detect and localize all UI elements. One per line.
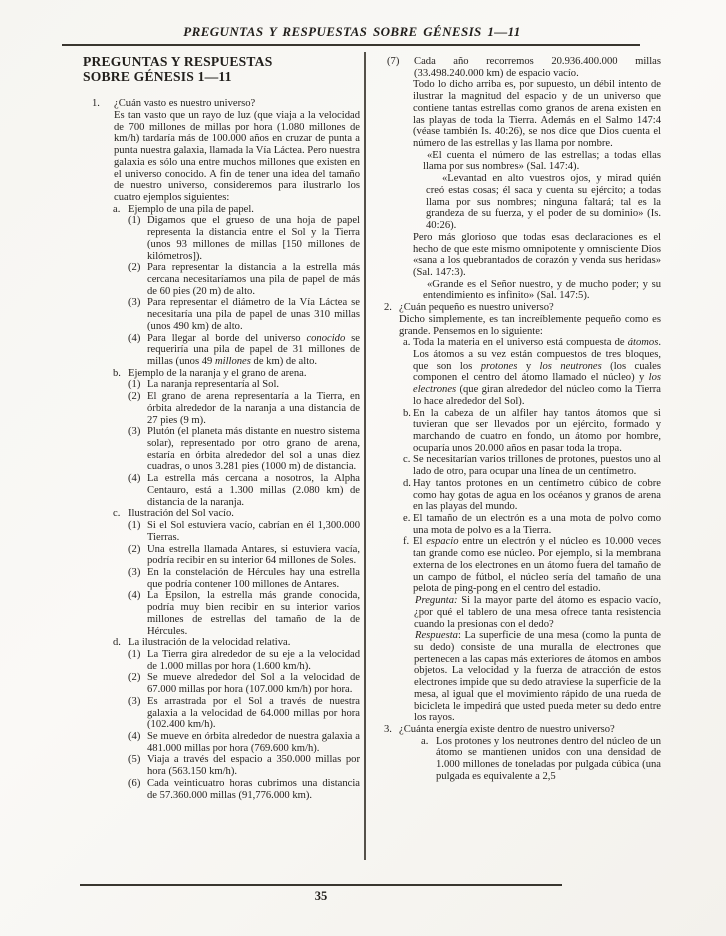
- list-item: (7) Cada año recorremos 20.936.400.000 millas (33.498.240.000 km) de espacio vacío.: [387, 56, 661, 79]
- list-item: d. La ilustración de la velocidad relativa.: [113, 637, 291, 649]
- item-number: 1.: [92, 98, 100, 110]
- item-number: 3.: [384, 723, 392, 735]
- column-right: [377, 56, 661, 876]
- list-item: (3) Plutón (el planeta más distante en nuestro sistema solar), representado por otro grano de arena, estaría en órbita alrededor del sol a unas diez cuadras, o unos 3.281 pies (1000 m) de distancia.: [128, 426, 360, 473]
- list-item: (1) La Tierra gira alrededor de su eje a la velocidad de 1.000 millas por hora (1.600 km/h).: [128, 648, 360, 672]
- paragraph: Es tan vasto que un rayo de luz (que viaja a la velocidad de 700 millones de millas por hora (1.080 millones de km/h) tardaría más de 100.000 años en cruzar de punta a punta nuestra galaxia, llamada la Vía Láctea. Pero nuestra galaxia es sólo una entre muchos millones que existen en el universo conocido. A fin de tener una idea del tamaño de nuestro universo, consideremos para ilustrarlo los cuatro ejemplos siguientes:: [114, 109, 360, 203]
- list-item: (4) La estrella más cercana a nosotros, la Alpha Centauro, está a 1.300 millas (2.080 km) de distancia de la naranja.: [128, 473, 360, 508]
- list-item: d. Hay tantos protones en un centímetro cúbico de cobre como hay gotas de agua en los océanos y granos de arena en las playas del mundo.: [403, 477, 661, 513]
- section-heading: [83, 55, 360, 84]
- column-left: [75, 54, 360, 866]
- list-item: (4) La Epsilon, la estrella más grande conocida, podría muy bien recibir en su interior varios millones de estrellas del tamaño de la de Hércules.: [128, 590, 360, 637]
- list-item: (2) Para representar la distancia a la estrella más cercana necesitaríamos una pila de papel de más de 60 pies (20 m) de alto.: [128, 262, 360, 297]
- paragraph: Pero más glorioso que todas esas declaraciones es el hecho de que este mismo omnipotente y omnisciente Dios «sana a los quebrantados de corazón y venda sus heridas» (Sal. 147:3).: [413, 231, 661, 278]
- list-item: a. Toda la materia en el universo está compuesta de átomos. Los átomos a su vez están compuestos de tres bloques, que son los protones y los neutrones (los cuales componen el centro del átomo llamado el núcleo) y los electrones (que giran alrededor del núcleo como la Tierra lo hace alrededor del Sol).: [403, 337, 661, 407]
- list-item: (2) Una estrella llamada Antares, si estuviera vacía, podría recibir en su interior 64 millones de Soles.: [128, 543, 360, 567]
- list-item: a. Los protones y los neutrones dentro del núcleo de un átomo se mantienen unidos con una densidad de 1.000 millones de toneladas por pulgada cúbica (una pulgada es equivalente a 2,5: [421, 735, 661, 782]
- list-item: (5) Viaja a través del espacio a 350.000 millas por hora (563.150 km/h).: [128, 754, 360, 778]
- list-item: a. Ejemplo de una pila de papel.: [113, 203, 254, 215]
- list-item: (1) La naranja representaría al Sol.: [128, 379, 280, 391]
- item-letter: a.: [113, 203, 121, 215]
- scripture-quote: «Levantad en alto vuestros ojos, y mirad quién creó estas cosas; él saca y cuenta su ejército; a todas llama por sus nombres; ninguna faltará; tal es la grandeza de su fuerza, y el poder de su dominio» (Is. 40:26).: [426, 173, 661, 232]
- list-item: (3) Para representar el diámetro de la Vía Láctea se necesitaría una pila de papel de unas 310 millas (unos 490 km) de alto.: [128, 297, 360, 332]
- list-item: (1) Si el Sol estuviera vacío, cabrían en él 1,300.000 Tierras.: [128, 520, 360, 543]
- list-item: (4) Se mueve en órbita alrededor de nuestra galaxia a 481.000 millas por hora (769.600 km/h).: [128, 731, 360, 754]
- footer-rule: [80, 884, 562, 886]
- question-item: [377, 302, 661, 314]
- section-heading-line1: PREGUNTAS Y RESPUESTAS: [83, 54, 273, 69]
- list-item: b. Ejemplo de la naranja y el grano de arena.: [113, 367, 307, 379]
- list-item: (4) Para llegar al borde del universo conocido se requeriría una pila de papel de 31 millones de millas (unos 49 millones de km) de alto.: [128, 332, 360, 367]
- item-number: (7): [387, 56, 400, 67]
- question-item: [377, 724, 661, 736]
- running-head: PREGUNTAS Y RESPUESTAS SOBRE GÉNESIS 1—11: [183, 24, 521, 39]
- question-paragraph: Pregunta: Si la mayor parte del átomo es espacio vacío, ¿por qué el tablero de una mesa ofrece tanta resistencia cuando la presionas con el dedo?: [414, 595, 661, 630]
- list-item: e. El tamaño de un electrón es a una mota de polvo como una mota de polvo es a la Tierra.: [403, 513, 661, 536]
- question-text: ¿Cuán vasto es nuestro universo?: [114, 98, 256, 110]
- item-letter: a.: [421, 735, 429, 747]
- page-number: 35: [314, 889, 328, 903]
- list-item: (1) Digamos que el grueso de una hoja de papel representa la distancia entre el Sol y la Tierra (unos 93 millones de millas [150 millones de kilómetros]).: [128, 215, 360, 262]
- item-number: (1): [128, 215, 141, 227]
- list-item: (2) Se mueve alrededor del Sol a la velocidad de 67.000 millas por hora (107.000 km/h) por hora.: [128, 672, 360, 696]
- paragraph: Dicho simplemente, es tan increíblemente pequeño como es grande. Pensemos en lo siguiente:: [399, 313, 661, 337]
- list-item: (2) El grano de arena representaría a la Tierra, en órbita alrededor de la naranja a una distancia de 27 pies (9 m).: [128, 391, 360, 426]
- question-text: ¿Cuánta energía existe dentro de nuestro universo?: [399, 723, 615, 735]
- answer-paragraph: Respuesta: La superficie de una mesa (como la punta de su dedo) consiste de una muralla de electrones que pertenecen a las capas más exteriores de átomos en ambos objetos. La velocidad y la fuerza de atracción de estos electrones impide que su dedo atraviese la superficie de la mesa, al igual que el movimiento rápido de una rueda de bicicleta le impedirá que usted pueda meter su dedo entre los rayos.: [414, 630, 661, 724]
- list-item: c. Se necesitarían varios trillones de protones, puestos uno al lado de otro, para ocupar una línea de un centímetro.: [403, 454, 661, 478]
- list-item: c. Ilustración del Sol vacío.: [113, 508, 234, 520]
- list-item: b. En la cabeza de un alfiler hay tantos átomos que si tuvieran que ser llevados por un ejército, formado y marchando de cuatro en fondo, un átomo por hombre, ocuparía unos 20.000 años en pasar toda la tropa.: [403, 407, 661, 454]
- item-number: 2.: [384, 302, 392, 314]
- list-item: (3) En la constelación de Hércules hay una estrella que podría contener 100 millones de Antares.: [128, 566, 360, 590]
- paragraph: Todo lo dicho arriba es, por supuesto, un débil intento de ilustrar la magnitud del espacio y de un universo que contiene tantas estrellas como granos de arena existen en las playas de toda la Tierra. Además en el Salmo 147:4 (véase también Is. 40:26), se nos dice que Dios cuenta el número de las estrellas y las llama por nombre.: [413, 79, 661, 150]
- header-rule: [62, 44, 640, 46]
- list-item: (6) Cada veinticuatro horas cubrimos una distancia de 57.360.000 millas (91,776.000 km).: [128, 777, 360, 801]
- list-item: f. El espacio entre un electrón y el núcleo es 10.000 veces tan grande como ese núcleo. Por ejemplo, si la membrana externa de los electrones en un átomo fuera del tamaño de un campo de fútbol, el núcleo sería del tamaño de una pelota de ping-pong en el centro del estadio.: [403, 536, 661, 595]
- scripture-quote: «El cuenta el número de las estrellas; a todas ellas llama por sus nombres» (Sal. 147:4).: [423, 149, 661, 173]
- section-heading-line2: SOBRE GÉNESIS 1—11: [83, 68, 232, 84]
- question-item: [75, 98, 360, 110]
- scripture-quote: «Grande es el Señor nuestro, y de mucho poder; y su entendimiento es infinito» (Sal. 147:5).: [423, 278, 661, 302]
- question-text: ¿Cuán pequeño es nuestro universo?: [399, 302, 554, 314]
- list-item: (3) Es arrastrada por el Sol a través de nuestra galaxia a la velocidad de 64.000 millas por hora (102.400 km/h).: [128, 695, 360, 731]
- column-divider: [364, 52, 366, 860]
- item-letter: a.: [403, 337, 411, 349]
